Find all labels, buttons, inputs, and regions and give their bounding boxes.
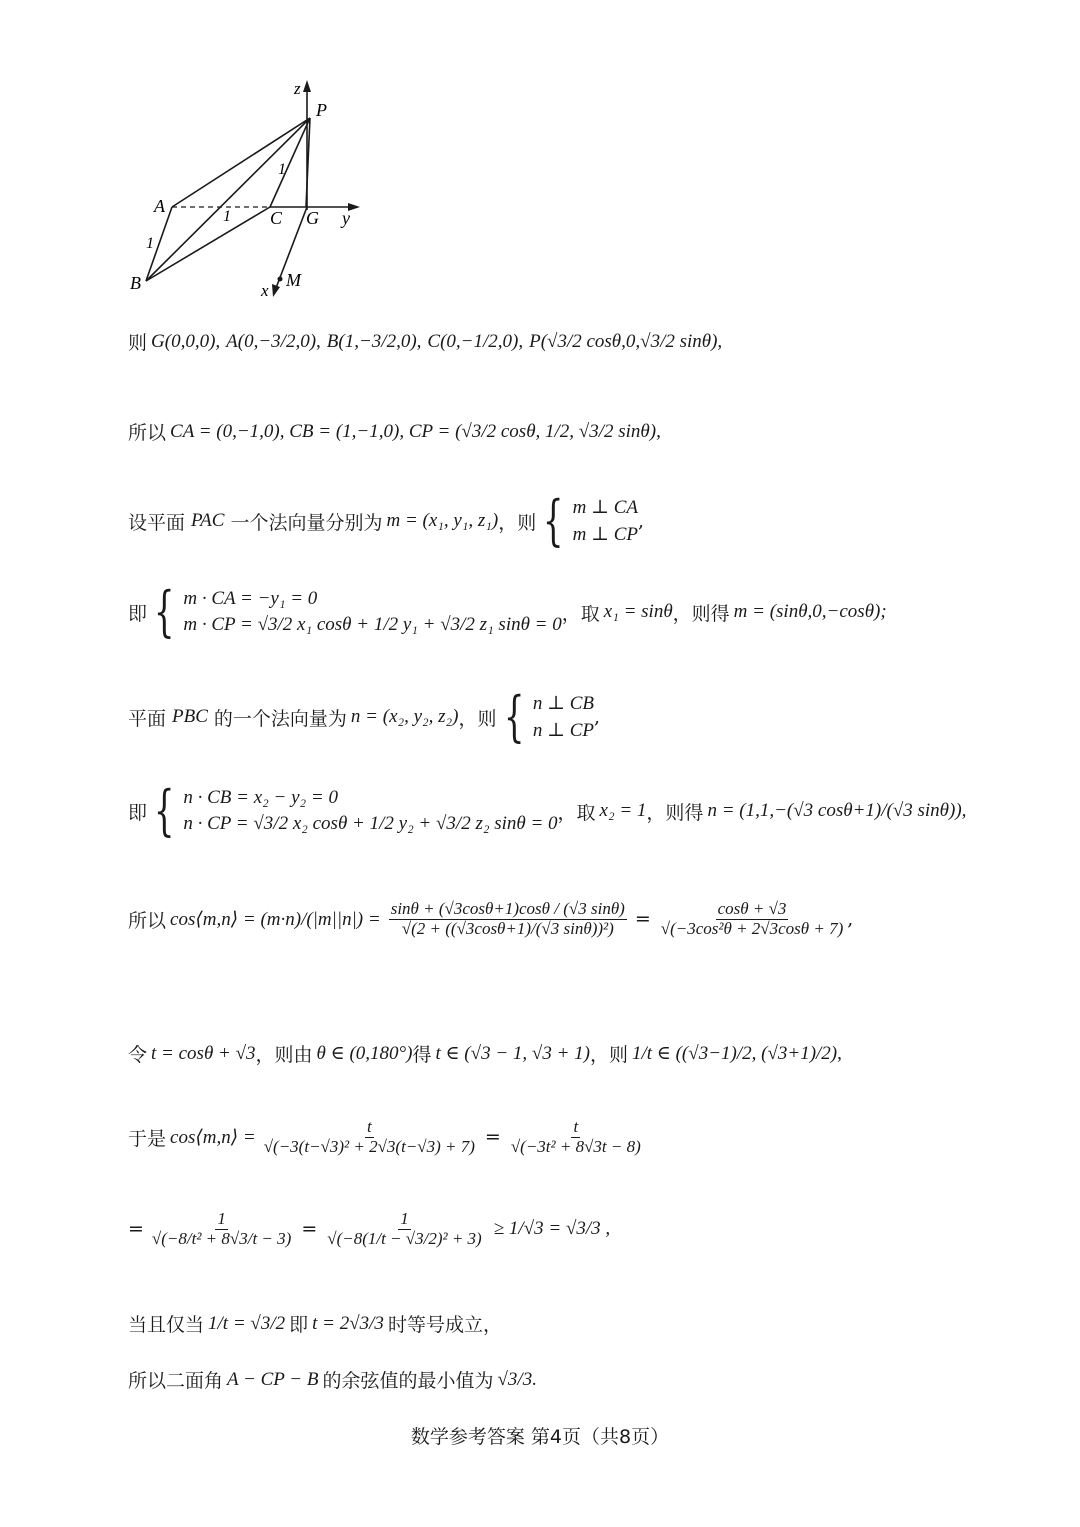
edge-label-AC: 1	[223, 208, 231, 225]
fraction-den: √(−8/t² + 8√3/t − 3)	[151, 1228, 292, 1248]
fraction-num: t	[366, 1117, 372, 1136]
equation-n-cb: n · CB = x₂ − y₂ = 0	[183, 787, 338, 808]
equality-condition: 1/t = √3/2	[208, 1312, 286, 1334]
conclusion-line	[128, 1366, 537, 1393]
cosine-simplified	[659, 900, 846, 938]
inverse-t-range: 1/t ∈ ((√3−1)/2, (√3+1)/2),	[631, 1043, 842, 1064]
cosine-lhs-2: cos⟨m,n⟩ =	[170, 1126, 256, 1148]
t-range: t ∈ (√3 − 1, √3 + 1)	[435, 1043, 590, 1064]
text-ze: ，则	[589, 1044, 628, 1066]
substitution-line	[128, 1040, 842, 1067]
bound-fraction-2	[325, 1210, 484, 1248]
point-label-B: B	[130, 273, 141, 293]
coordinates-line	[128, 328, 722, 355]
bound-line: = $\frac{1}{\text{√(−8/t² + 8√3/t − 3)}}$ = $\frac{1}{\text{√(−8(1/t − √3/2)² + 3)}}$ ≥ 1/√3 = √3/3 ,	[128, 1209, 611, 1248]
brace: {	[543, 489, 564, 552]
equation-m-cp: m · CP = √3/2 x₁ cosθ + 1/2 y₁ + √3/2 z₁ sinθ = 0	[183, 614, 562, 635]
text-pingmian: 平面	[128, 707, 167, 730]
vector-coords: CA = (0,−1,0), CB = (1,−1,0), CP = (√3/2 cosθ, 1/2, √3/2 sinθ),	[170, 420, 661, 442]
fraction-den: √(−3(t−√3)² + 2√3(t−√3) + 7)	[263, 1136, 475, 1156]
cosine-denominator: √(2 + ((√3cosθ+1)/(√3 sinθ))²)	[401, 918, 614, 938]
result-n: n = (1,1,−(√3 cosθ+1)/(√3 sinθ)),	[707, 800, 967, 821]
t-value: t = 2√3/3	[312, 1312, 384, 1334]
text-dangqiejin: 当且仅当	[128, 1314, 205, 1336]
text-yushi: 于是	[128, 1127, 167, 1150]
axis-label-y: y	[342, 208, 350, 228]
text-zede: ，则得	[646, 801, 704, 824]
condition-n-cp: n ⊥ CP	[532, 720, 595, 741]
text-ji: 即	[128, 602, 148, 625]
bound-fraction-1	[150, 1210, 293, 1248]
system-n-eq	[183, 787, 557, 835]
text-de: 得	[412, 1044, 432, 1066]
text-dihedral: 所以二面角	[128, 1370, 224, 1392]
cosine-formula-line: 所以 cos⟨m,n⟩ = (m·n)/(|m||n|) = $\frac{\sin\theta + (√3\cos\theta+1)\cos\theta / (√3 \sin\theta)}{\text{√(2 + ((√3cosθ+1)/(√3 sinθ))²)}}$ = $\frac{\cos\theta + √3}{\text{√(−3cos²θ + 2√3cosθ + 7)}}$ ,	[128, 899, 854, 938]
axis-label-x: x	[261, 281, 269, 300]
text-equality-holds: 时等号成立，	[387, 1314, 502, 1336]
coord-C: C(0,−1/2,0),	[427, 330, 524, 352]
point-label-P: P	[316, 100, 327, 120]
text-normal-vector-n: 的一个法向量为	[213, 707, 347, 730]
text-ji: 即	[289, 1314, 309, 1336]
normal-m-solve-line	[128, 580, 887, 643]
normal-n-setup-line: 平面 PBC 的一个法向量为 n = (x₂, y₂, z₂) ，则 { n ⊥ CB n ⊥ CP ,	[128, 685, 601, 748]
point-label-G: G	[306, 208, 319, 228]
fraction-num: t	[573, 1117, 579, 1136]
point-label-A: A	[154, 196, 165, 216]
normal-n-solve-line	[128, 779, 967, 842]
brace: {	[153, 779, 175, 842]
text-ji: 即	[128, 801, 148, 824]
text-normal-vector: 一个法向量分别为	[230, 511, 383, 534]
fraction-num: 1	[400, 1209, 409, 1228]
edge-label-PC: 1	[278, 161, 286, 178]
axis-label-z: z	[294, 79, 301, 98]
text-suoyi: 所以	[128, 422, 167, 444]
plane-PBC: PBC	[172, 706, 208, 727]
vectors-line	[128, 418, 661, 445]
text-ze: 则	[128, 332, 148, 354]
fraction-den: √(−8(1/t − √3/2)² + 3)	[327, 1228, 482, 1248]
vector-n-def: n = (x₂, y₂, z₂)	[350, 706, 459, 727]
point-label-M: M	[286, 270, 301, 290]
text-qu: ，取	[557, 801, 596, 824]
system-m	[573, 496, 638, 546]
condition-m-cp: m ⊥ CP	[572, 524, 638, 545]
text-qu: ，取	[561, 602, 600, 625]
vector-m-def: m = (x₁, y₁, z₁)	[386, 510, 499, 531]
coord-A: A(0,−3/2,0),	[226, 330, 321, 352]
system-n	[533, 692, 594, 742]
cosine-simplified-num: cosθ + √3	[717, 899, 787, 918]
plane-PAC: PAC	[191, 510, 225, 531]
text-zeyou: ，则由	[255, 1044, 313, 1066]
condition-m-ca: m ⊥ CA	[572, 497, 638, 518]
coord-G: G(0,0,0),	[151, 330, 221, 352]
text-ling: 令	[128, 1044, 148, 1066]
equation-m-ca: m · CA = −y₁ = 0	[183, 588, 318, 609]
normal-m-setup-line: 设平面 PAC 一个法向量分别为 m = (x₁, y₁, z₁) ，则 { m ⊥ CA m ⊥ CP ,	[128, 489, 645, 552]
cosine-in-t-line: 于是 cos⟨m,n⟩ = $\frac{t}{\text{√(−3(t−√3)² + 2√3(t−√3) + 7)}}$ = $\frac{t}{\text{√(−3t² + 8√3t − 8)}}$	[128, 1117, 641, 1156]
text-suoyi: 所以	[128, 909, 167, 932]
dihedral-angle: A − CP − B	[227, 1368, 319, 1390]
geometry-figure	[120, 70, 380, 300]
fraction-num: 1	[217, 1209, 226, 1228]
bound-result: ≥ 1/√3 = √3/3 ,	[493, 1218, 611, 1240]
cosine-lhs: cos⟨m,n⟩ = (m·n)/(|m||n|) =	[170, 908, 381, 930]
text-zede: ，则得	[672, 602, 730, 625]
text-she-pingmian: 设平面	[128, 511, 186, 534]
cosine-t-fraction-2	[509, 1118, 643, 1156]
t-definition: t = cosθ + √3	[151, 1042, 256, 1064]
cosine-numerator: sinθ + (√3cosθ+1)cosθ / (√3 sinθ)	[390, 899, 625, 918]
brace: {	[503, 685, 524, 748]
text-ze: ，则	[458, 707, 497, 730]
cosine-t-fraction-1	[262, 1118, 477, 1156]
page-footer: 数学参考答案 第4页（共8页）	[410, 1426, 670, 1448]
coord-P: P(√3/2 cosθ,0,√3/2 sinθ),	[529, 330, 723, 352]
system-m-eq	[183, 588, 561, 636]
text-ze: ，则	[498, 511, 537, 534]
condition-n-cb: n ⊥ CB	[532, 693, 595, 714]
fraction-den: √(−3t² + 8√3t − 8)	[510, 1136, 641, 1156]
choice-x1: x₁ = sinθ	[603, 601, 673, 622]
theta-range: θ ∈ (0,180°)	[316, 1043, 413, 1064]
cosine-big-fraction	[389, 900, 627, 938]
point-label-C: C	[270, 208, 283, 228]
min-cosine-value: √3/3.	[497, 1368, 537, 1390]
edge-label-AB: 1	[146, 235, 154, 252]
equality-condition-line	[128, 1310, 502, 1337]
equation-n-cp: n · CP = √3/2 x₂ cosθ + 1/2 y₂ + √3/2 z₂ sinθ = 0	[183, 813, 558, 834]
cosine-simplified-den: √(−3cos²θ + 2√3cosθ + 7)	[660, 918, 844, 938]
result-m: m = (sinθ,0,−cosθ);	[733, 601, 887, 622]
brace: {	[153, 580, 175, 643]
text-min-cosine: 的余弦值的最小值为	[322, 1370, 494, 1392]
choice-x2: x₂ = 1	[599, 800, 647, 821]
coord-B: B(1,−3/2,0),	[326, 330, 422, 352]
